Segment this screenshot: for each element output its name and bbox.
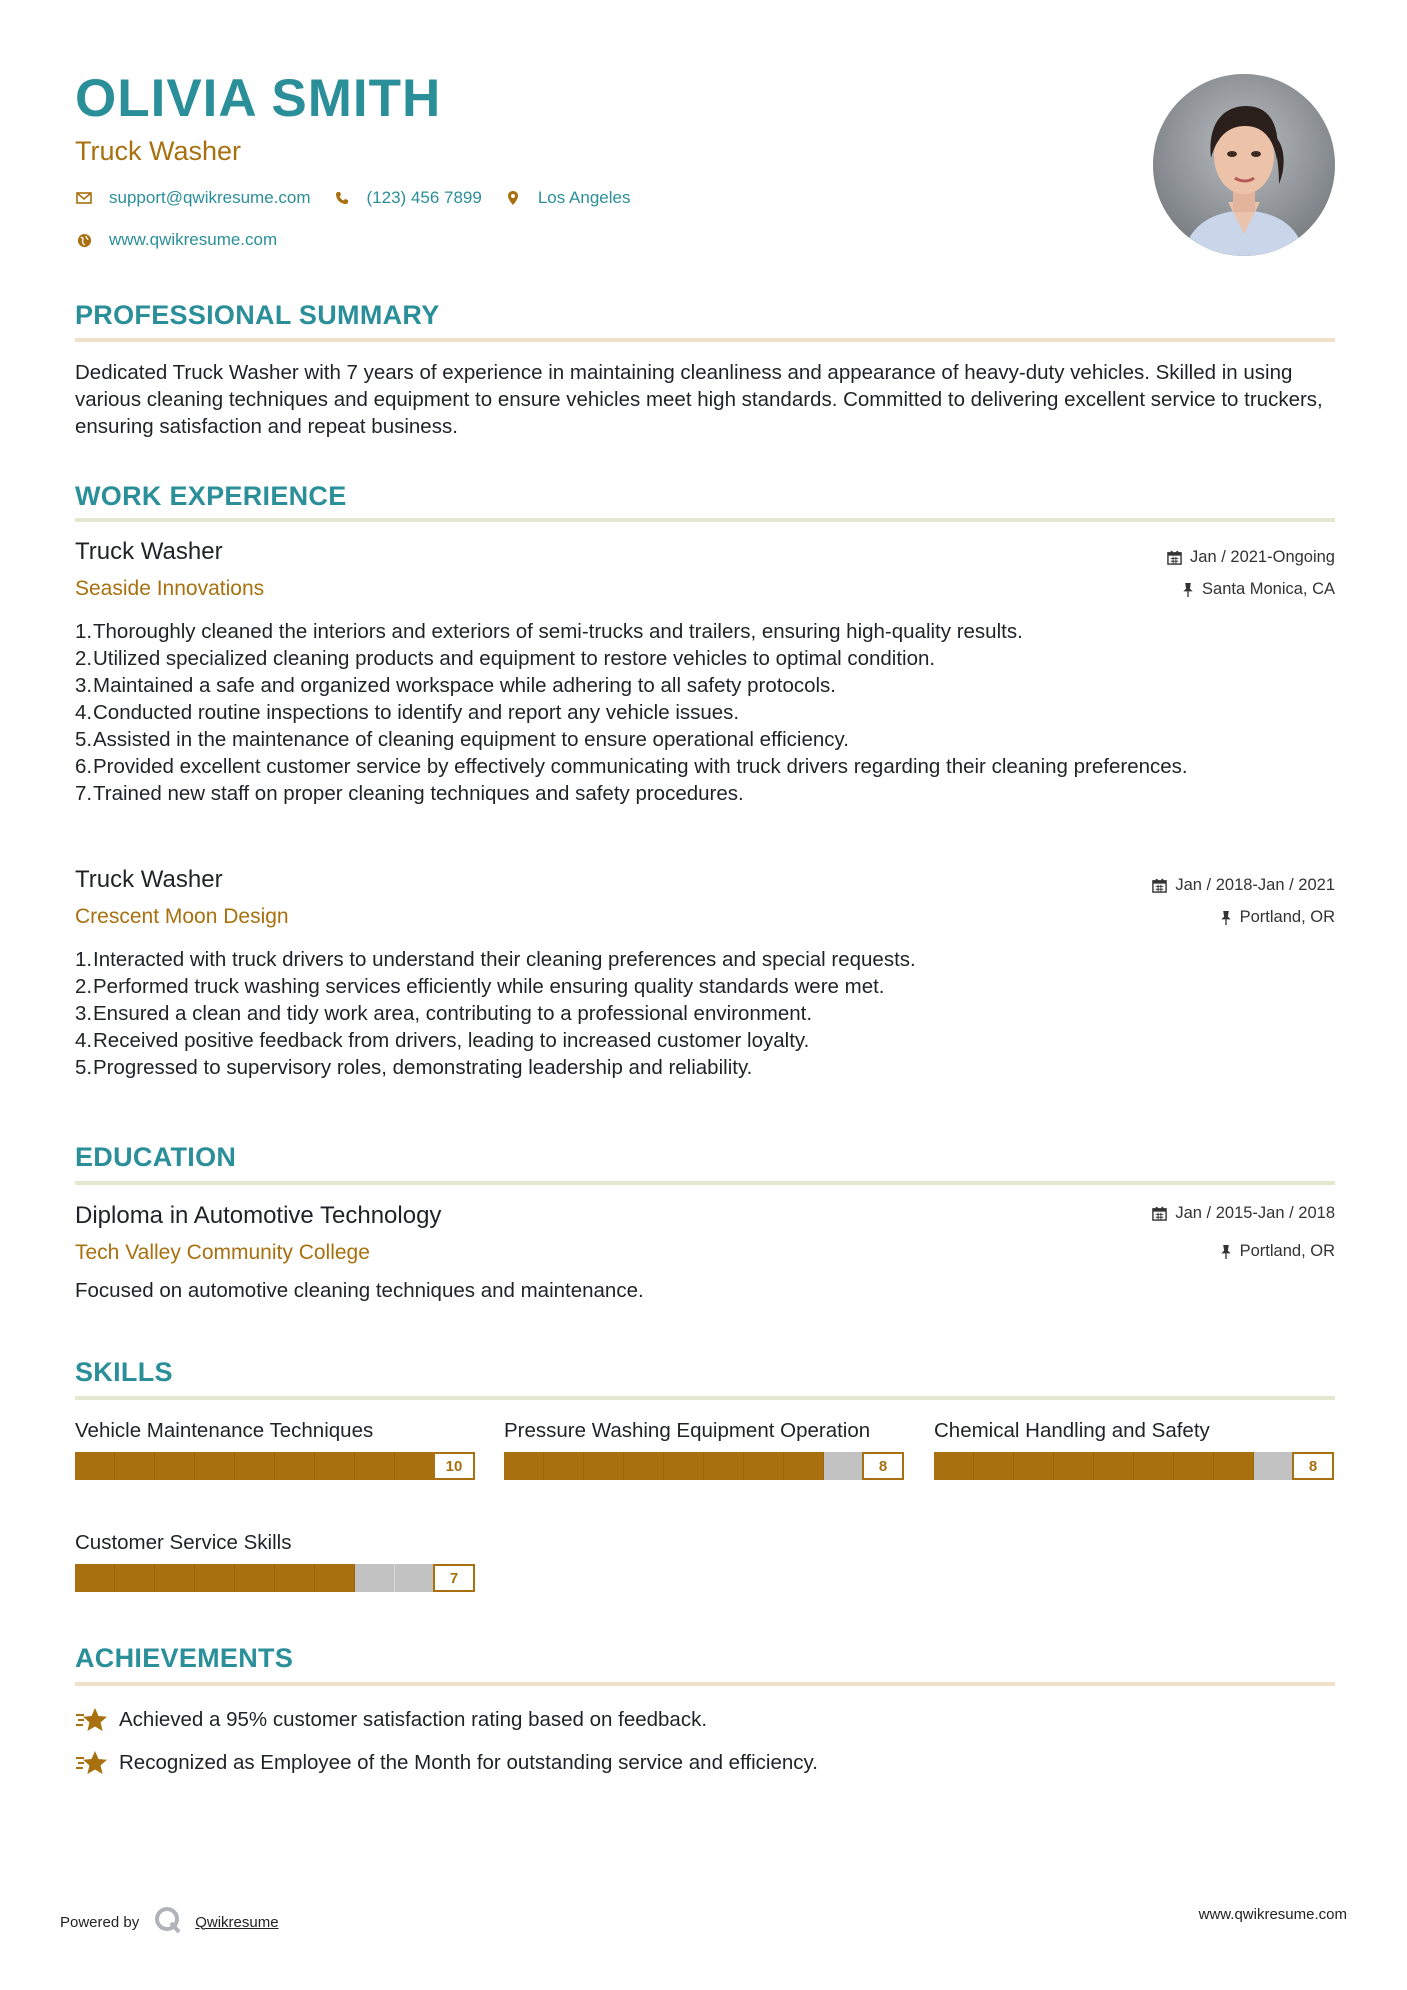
skill-segment-filled bbox=[1094, 1452, 1134, 1480]
achievement-text: Recognized as Employee of the Month for outstanding service and efficiency. bbox=[119, 1751, 818, 1774]
skill-segment-filled bbox=[1134, 1452, 1174, 1480]
website-row bbox=[75, 230, 299, 250]
calendar-icon bbox=[1152, 878, 1167, 893]
job-bullets bbox=[75, 946, 1275, 1081]
skill-segment-filled bbox=[275, 1564, 315, 1592]
globe-icon bbox=[75, 231, 93, 249]
phone-icon bbox=[333, 189, 351, 207]
qwikresume-link[interactable]: Qwikresume bbox=[195, 1913, 279, 1931]
skill-segment-filled bbox=[75, 1452, 115, 1480]
experience-divider bbox=[75, 518, 1335, 522]
skill-segment-empty bbox=[395, 1564, 435, 1592]
achievements-heading: ACHIEVEMENTS bbox=[75, 1643, 294, 1673]
skill-item bbox=[504, 1417, 904, 1480]
skill-name: Vehicle Maintenance Techniques bbox=[75, 1419, 374, 1442]
skill-segment-filled bbox=[784, 1452, 824, 1480]
pushpin-icon bbox=[1182, 582, 1194, 597]
skill-level-badge: 8 bbox=[1292, 1452, 1334, 1480]
skill-segment-filled bbox=[934, 1452, 974, 1480]
footer-website[interactable]: www.qwikresume.com bbox=[1198, 1906, 1347, 1923]
skill-track bbox=[75, 1564, 475, 1592]
summary-divider bbox=[75, 338, 1335, 342]
skill-segment-empty bbox=[355, 1564, 395, 1592]
website-text: www.qwikresume.com bbox=[109, 230, 278, 249]
job-dates bbox=[1152, 876, 1335, 895]
skills-heading: SKILLS bbox=[75, 1357, 173, 1387]
skill-track bbox=[934, 1452, 1334, 1480]
skill-level-badge: 7 bbox=[433, 1564, 475, 1592]
skill-track bbox=[75, 1452, 475, 1480]
skill-segment-filled bbox=[275, 1452, 315, 1480]
job-company: Crescent Moon Design bbox=[75, 905, 289, 928]
skill-segment-filled bbox=[315, 1564, 355, 1592]
job-dates-text: Jan / 2021-Ongoing bbox=[1190, 548, 1335, 566]
skill-segment-filled bbox=[974, 1452, 1014, 1480]
pushpin-icon bbox=[1220, 910, 1232, 925]
pushpin-icon bbox=[1220, 1244, 1232, 1259]
skill-name: Customer Service Skills bbox=[75, 1531, 292, 1554]
skill-segment-filled bbox=[1014, 1452, 1054, 1480]
envelope-icon bbox=[75, 189, 93, 207]
skill-item bbox=[75, 1529, 475, 1592]
map-pin-icon bbox=[504, 189, 522, 207]
skill-name: Chemical Handling and Safety bbox=[934, 1419, 1210, 1442]
skill-segment-filled bbox=[355, 1452, 395, 1480]
education-location-text: Portland, OR bbox=[1239, 1242, 1335, 1260]
achievements-divider bbox=[75, 1682, 1335, 1686]
list-item: Utilized specialized cleaning products and equipment to restore vehicles to optimal condition. bbox=[93, 647, 936, 670]
email-item[interactable] bbox=[75, 188, 311, 208]
school-name: Tech Valley Community College bbox=[75, 1241, 370, 1264]
skill-segment-filled bbox=[664, 1452, 704, 1480]
profile-photo bbox=[1153, 74, 1335, 256]
skill-segment-filled bbox=[155, 1452, 195, 1480]
skill-segment-filled bbox=[624, 1452, 664, 1480]
list-item: Thoroughly cleaned the interiors and exteriors of semi-trucks and trailers, ensuring high-quality results. bbox=[93, 620, 1023, 643]
skill-bar bbox=[934, 1452, 1334, 1480]
list-item: Interacted with truck drivers to understand their cleaning preferences and special requests. bbox=[93, 948, 916, 971]
candidate-role: Truck Washer bbox=[75, 136, 242, 166]
achievement-item bbox=[75, 1706, 707, 1734]
skill-bar bbox=[75, 1452, 475, 1480]
list-item: Performed truck washing services efficiently while ensuring quality standards were met. bbox=[93, 975, 885, 998]
skill-segment-empty bbox=[824, 1452, 864, 1480]
skill-segment-filled bbox=[115, 1452, 155, 1480]
job-location-text: Portland, OR bbox=[1239, 908, 1335, 926]
list-item: Progressed to supervisory roles, demonstrating leadership and reliability. bbox=[93, 1056, 753, 1079]
skill-bar bbox=[504, 1452, 904, 1480]
skill-segment-filled bbox=[115, 1564, 155, 1592]
star-icon bbox=[75, 1706, 109, 1734]
job-title: Truck Washer bbox=[75, 538, 223, 565]
skill-segment-filled bbox=[704, 1452, 744, 1480]
job-dates-text: Jan / 2018-Jan / 2021 bbox=[1175, 876, 1335, 894]
list-item: Ensured a clean and tidy work area, contributing to a professional environment. bbox=[93, 1002, 813, 1025]
skill-segment-filled bbox=[75, 1564, 115, 1592]
job-location bbox=[1182, 580, 1335, 599]
website-item[interactable] bbox=[75, 230, 277, 250]
skill-segment-filled bbox=[1054, 1452, 1094, 1480]
skill-bar bbox=[75, 1564, 475, 1592]
skill-item bbox=[934, 1417, 1334, 1480]
education-heading: EDUCATION bbox=[75, 1142, 237, 1172]
skill-item bbox=[75, 1417, 475, 1480]
skill-level-badge: 10 bbox=[433, 1452, 475, 1480]
list-item: Received positive feedback from drivers, leading to increased customer loyalty. bbox=[93, 1029, 810, 1052]
calendar-icon bbox=[1152, 1206, 1167, 1221]
education-location bbox=[1220, 1242, 1335, 1261]
job-bullets bbox=[75, 618, 1275, 807]
achievement-text: Achieved a 95% customer satisfaction rating based on feedback. bbox=[119, 1708, 708, 1731]
location-text: Los Angeles bbox=[537, 188, 631, 207]
summary-heading: PROFESSIONAL SUMMARY bbox=[75, 300, 440, 330]
skill-segment-filled bbox=[235, 1452, 275, 1480]
skill-segment-filled bbox=[744, 1452, 784, 1480]
job-dates bbox=[1167, 548, 1335, 567]
summary-text: Dedicated Truck Washer with 7 years of experience in maintaining cleanliness and appearance of heavy-duty vehicles. Skilled in using various cleaning techniques and equipment to ensure vehicles meet high standards. Committed to delivering excellent service to truckers, ensuring satisfaction and repeat business. bbox=[75, 361, 1323, 438]
calendar-icon bbox=[1167, 550, 1182, 565]
skill-segment-filled bbox=[155, 1564, 195, 1592]
skill-segment-filled bbox=[1214, 1452, 1254, 1480]
email-text: support@qwikresume.com bbox=[109, 188, 311, 207]
contact-row bbox=[75, 188, 652, 208]
skill-segment-filled bbox=[544, 1452, 584, 1480]
skill-segment-filled bbox=[195, 1452, 235, 1480]
skill-segment-filled bbox=[395, 1452, 435, 1480]
qwikresume-logo-icon bbox=[153, 1905, 183, 1939]
list-item: Trained new staff on proper cleaning techniques and safety procedures. bbox=[93, 782, 744, 805]
list-item: Assisted in the maintenance of cleaning equipment to ensure operational efficiency. bbox=[93, 728, 849, 751]
skill-track bbox=[504, 1452, 904, 1480]
education-dates bbox=[1152, 1204, 1335, 1223]
achievement-item bbox=[75, 1749, 818, 1777]
skills-divider bbox=[75, 1396, 1335, 1400]
skill-segment-filled bbox=[1174, 1452, 1214, 1480]
job-location-text: Santa Monica, CA bbox=[1202, 580, 1335, 598]
skill-segment-filled bbox=[195, 1564, 235, 1592]
footer-powered-by bbox=[60, 1905, 279, 1939]
phone-item[interactable] bbox=[333, 188, 482, 208]
education-divider bbox=[75, 1181, 1335, 1185]
skill-segment-filled bbox=[584, 1452, 624, 1480]
location-item bbox=[504, 188, 631, 208]
powered-by-text: Powered by bbox=[60, 1913, 140, 1931]
job-company: Seaside Innovations bbox=[75, 577, 265, 600]
skill-segment-filled bbox=[235, 1564, 275, 1592]
list-item: Maintained a safe and organized workspace while adhering to all safety protocols. bbox=[93, 674, 836, 697]
candidate-name: OLIVIA SMITH bbox=[75, 69, 442, 128]
phone-text: (123) 456 7899 bbox=[366, 188, 482, 207]
skill-segment-filled bbox=[315, 1452, 355, 1480]
skill-segment-empty bbox=[1254, 1452, 1294, 1480]
degree-title: Diploma in Automotive Technology bbox=[75, 1202, 442, 1229]
job-title: Truck Washer bbox=[75, 866, 223, 893]
job-location bbox=[1220, 908, 1335, 927]
experience-heading: WORK EXPERIENCE bbox=[75, 481, 347, 511]
star-icon bbox=[75, 1749, 109, 1777]
education-dates-text: Jan / 2015-Jan / 2018 bbox=[1175, 1204, 1335, 1222]
skill-level-badge: 8 bbox=[862, 1452, 904, 1480]
list-item: Conducted routine inspections to identify and report any vehicle issues. bbox=[93, 701, 740, 724]
skill-segment-filled bbox=[504, 1452, 544, 1480]
education-description: Focused on automotive cleaning techniques and maintenance. bbox=[75, 1279, 644, 1302]
skill-name: Pressure Washing Equipment Operation bbox=[504, 1419, 871, 1442]
list-item: Provided excellent customer service by effectively communicating with truck drivers regarding their cleaning preferences. bbox=[93, 755, 1188, 778]
